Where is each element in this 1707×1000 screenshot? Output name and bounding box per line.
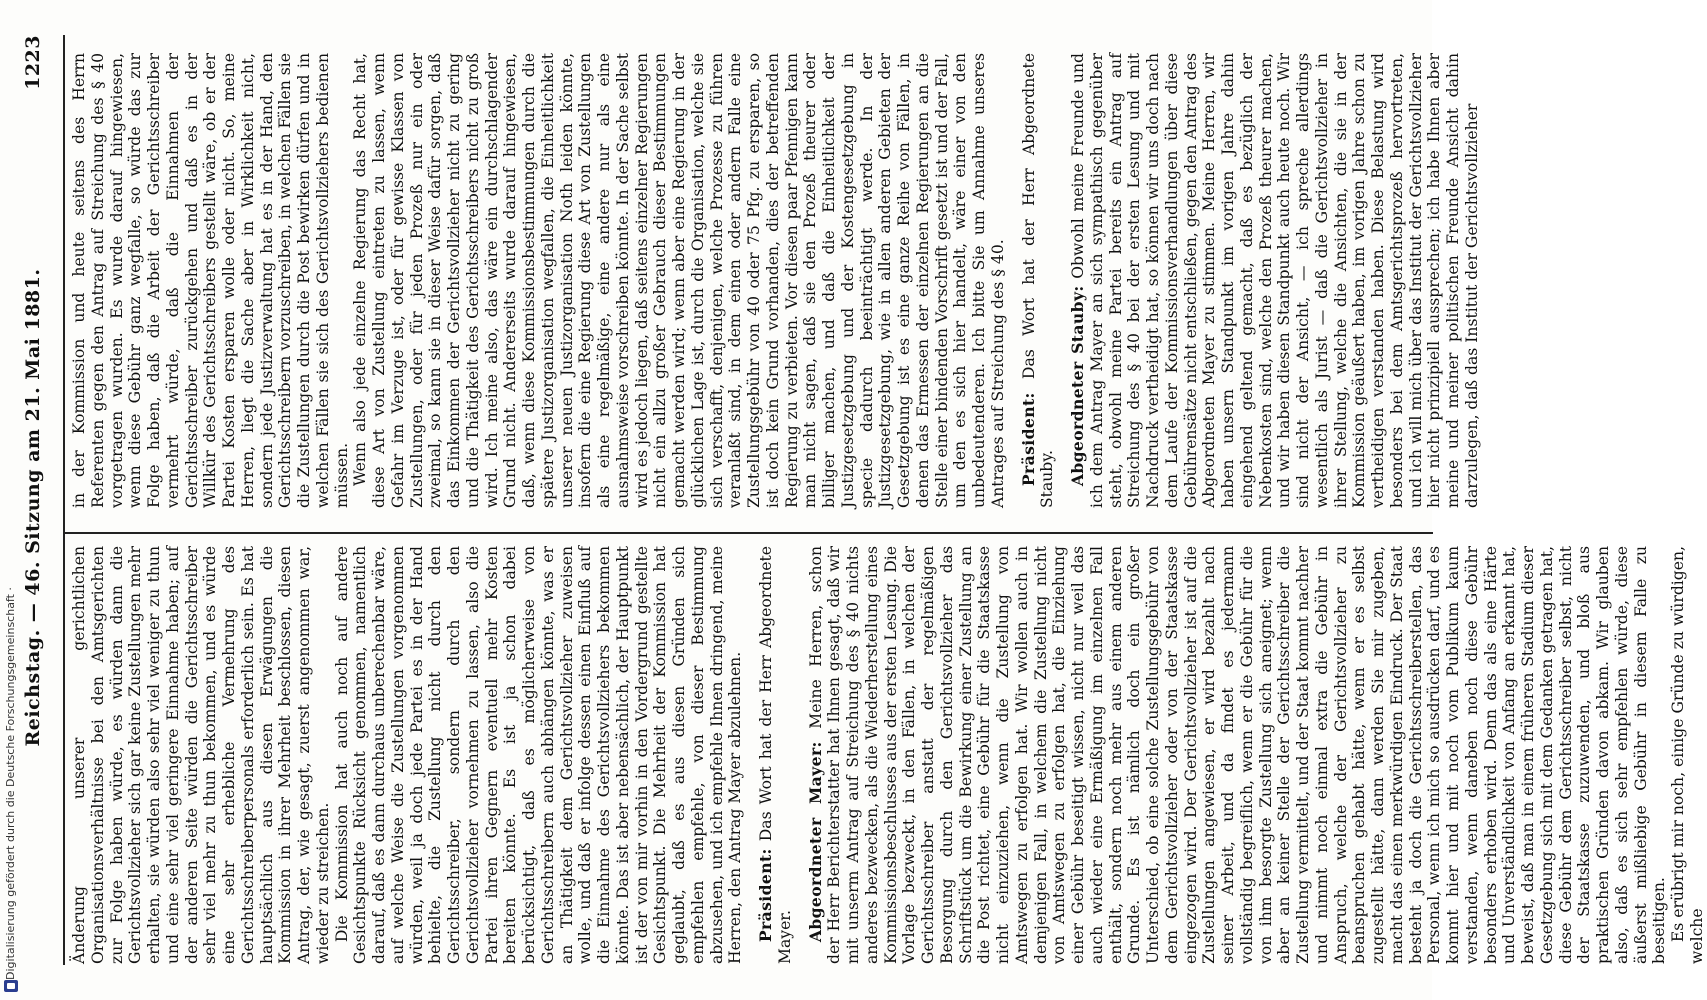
speaker-name: Abgeordneter Stauby: xyxy=(1068,285,1087,487)
dfg-logo-icon xyxy=(4,980,18,992)
text-column-left xyxy=(70,53,1481,508)
speech-paragraph xyxy=(1069,53,1482,508)
paragraph: Es erübrigt mir noch, einige Gründe zu würdigen, welche xyxy=(1669,546,1706,964)
speech-paragraph xyxy=(757,546,795,964)
speech-text: Obwohl meine Freunde und ich dem Antrag Mayer an sich sympathisch gegenüber steht, obwohl meine Partei bereits ein Antrag auf Streichung des § 40 bei der ersten Lesung und mit Nachdruck vertheidigt hat, so können wir uns doch nach dem Laufe der Kommissionsverhandlungen über diese Gebührensätze nicht entschließen, gegen den Antrag des Abgeordneten Mayer zu stimmen. Meine Herren, wir haben unsern Standpunkt im vorigen Jahre dahin eingehend geltend gemacht, daß es bezüglich der Nebenkosten sind, welche den Prozeß theurer machen, und wir haben diesen Standpunkt auch heute noch. Wir sind nicht der Ansicht, — ich spreche allerdings wesentlich als Jurist — daß die Gerichtsvollzieher in ihrer Stellung, welche die Ansichten, die sie in der Kommission geäußert haben, im vorigen Jahre schon zu vertheidigen verstanden haben. Diese Belastung wird besonders bei dem Amtsgerichtsprozeß hervortreten, und ich will mich über das Institut der Gerichtsvollzieher hier nicht prinzipiell aussprechen; ich habe Ihnen aber meine und meiner politischen Freunde Ansicht dahin darzulegen, daß das Institut der Gerichtsvollzieher xyxy=(1069,53,1481,508)
paragraph: Änderung unserer gerichtlichen Organisationsverhältnisse bei den Amtsgerichten zur Folge haben würde, es würden dann die Gerichtsvollzieher sich gar keine Zustellungen mehr erhalten, sie würden also sehr viel weniger zu thun und eine sehr viel geringere Einnahme haben; auf der anderen Seite würden die Gerichtsschreiber sehr viel mehr zu thun bekommen, und es würde eine sehr erhebliche Vermehrung des Gerichtsschreiberpersonals erforderlich sein. Es hat hauptsächlich aus diesen Erwägungen die Kommission in ihrer Mehrheit beschlossen, diesen Antrag, der, wie gesagt, zuerst angenommen war, wieder zu streichen. xyxy=(70,546,332,964)
paragraph: Wenn also jede einzelne Regierung das Recht hat, diese Art von Zustellung eintreten zu lassen, wenn Gefahr im Verzuge ist, oder für gewisse Klassen von Zustellungen, oder für jeden Prozeß nur ein oder zweimal, so kann sie in dieser Weise dafür sorgen, daß das Einkommen der Gerichtsvollzieher nicht zu gering und die Thätigkeit des Gerichtsschreibers nicht zu groß wird. Ich meine also, das wäre ein durchschlagender Grund nicht. Andererseits wurde darauf hingewiesen, daß, wenn diese Kommissionsbestimmungen durch die spätere Justizorganisation wegfallen, die Einheitlichkeit unserer neuen Justizorganisation Noth leiden könnte, insofern die eine Regierung diese Art von Zustellungen als eine regelmäßige, eine andere nur als eine ausnahmsweise vorschreiben könnte. In der Sache selbst wird es jedoch liegen, daß seitens einzelner Regierungen nicht ein allzu großer Gebrauch dieser Bestimmungen gemacht werden wird; wenn aber eine Regierung in der glücklichen Lage ist, durch die Organisation, welche sie sich verschafft, denjenigen, welche Prozesse zu führen veranlaßt sind, in dem einen oder andern Falle eine Zustellungsgebühr von 40 oder 75 Pfg. zu ersparen, so ist doch kein Grund vorhanden, dies der betreffenden Regierung zu verbieten. Vor diesen paar Pfennigen kann man nicht sagen, daß sie den Prozeß theurer oder billiger machen, und daß die Einheitlichkeit der Justizgesetzgebung und der Kostengesetzgebung in specie dadurch beeinträchtigt werde. In der Justizgesetzgebung, wie in allen anderen Gebieten der Gesetzgebung ist es eine ganze Reihe von Fällen, in denen das Ermessen der einzelnen Regierungen an die Stelle einer bindenden Vorschrift gesetzt ist und der Fall, um den es sich hier handelt, wäre einer von den unbedeutenderen. Ich bitte Sie um Annahme unseres Antrages auf Streichung des § 40. xyxy=(351,53,1007,508)
page-number: 1223 xyxy=(22,35,44,90)
speech-paragraph xyxy=(807,546,1670,964)
speech-text: Das Wort hat der Herr Abgeordnete Stauby. xyxy=(1019,53,1057,508)
digitization-credit xyxy=(0,0,22,1000)
column-divider xyxy=(63,532,1433,534)
speaker-name: Abgeordneter Mayer: xyxy=(805,741,825,943)
speaker-name: Präsident: xyxy=(756,848,775,943)
running-header xyxy=(20,35,50,980)
header-rule xyxy=(63,35,65,965)
speaker-name: Präsident: xyxy=(1018,392,1038,487)
header-title: Reichstag. — 46. Sitzung am 21. Mai 1881. xyxy=(22,268,44,747)
speech-text: Das Wort hat der Herr Abgeordnete Mayer. xyxy=(757,546,794,964)
paragraph: in der Kommission und heute seitens des Herrn Referenten gegen den Antrag auf Streichung des § 40 vorgetragen wurden. Es wurde darauf hingewiesen, wenn diese Gebühr ganz wegfalle, so würde das zur Folge haben, daß die Arbeit der Gerichtsschreiber vermehrt würde, daß die Einnahmen der Gerichtsschreiber zurückgehen und daß es in der Willkür des Gerichtsschreibers gestellt wäre, ob er der Partei Kosten ersparen wolle oder nicht. So, meine Herren, liegt die Sache aber in Wirklichkeit nicht, sondern jede Justizverwaltung hat es in der Hand, den Gerichtsschreibern vorzuschreiben, in welchen Fällen sie die Zustellungen durch die Post bewirken dürfen und in welchen Fällen sie sich des Gerichtsvollziehers bedienen müssen. xyxy=(70,53,351,508)
paragraph: Die Kommission hat auch noch auf andere Gesichtspunkte Rücksicht genommen, namentlich darauf, daß es dann durchaus unberechenbar wäre, auf welche Weise die Zustellungen vorgenommen würden, weil ja doch jede Partei es in der Hand behielte, die Zustellung nicht durch den Gerichtsschreiber, sondern durch den Gerichtsvollzieher vornehmen zu lassen, also die Partei ihren Gegnern eventuell mehr Kosten bereiten könnte. Es ist ja schon dabei berücksichtigt, daß es möglicherweise von Gerichtsschreibern auch abhängen könnte, was er an Thätigkeit dem Gerichtsvollzieher zuweisen wolle, und daß er infolge dessen einen Einfluß auf die Einnahme des Gerichtsvollziehers bekommen könnte. Das ist aber nebensächlich, der Hauptpunkt ist der von mir vorhin in den Vordergrund gestellte Gesichtspunkt. Die Mehrheit der Kommission hat geglaubt, daß es aus diesen Gründen sich empfehlen empfehle, von dieser Bestimmung abzusehen, und ich empfehle Ihnen dringend, meine Herren, den Antrag Mayer abzulehnen. xyxy=(332,546,745,964)
speech-paragraph xyxy=(1020,53,1058,508)
credit-text: Digitalisierung gefördert durch die Deutsche Forschungsgemeinschaft · xyxy=(4,587,17,980)
text-column-right xyxy=(70,546,1706,964)
speech-text: Meine Herren, schon der Herr Berichterstatter hat Ihnen gesagt, daß wir mit unserm Antrag auf Streichung des § 40 nichts anderes bezwecken, als die Wiederherstellung eines Kommissionsbeschlusses aus der ersten Lesung. Die Vorlage bezweckt, in den Fällen, in welchen der Gerichtsschreiber anstatt der regelmäßigen Besorgung durch den Gerichtsvollzieher das Schriftstück um die Bewirkung einer Zustellung an die Post richtet, eine Gebühr für die Staatskasse nicht einzuziehen, wenn die Zustellung von Amtswegen zu erfolgen hat. Wir wollen auch in demjenigen Fall, in welchem die Zustellung nicht von Amtswegen zu erfolgen hat, die Einziehung einer Gebühr beseitigt wissen, nicht nur weil das auch wieder eine Ermäßigung im einzelnen Fall enthält, sondern noch mehr aus einem anderen Grunde. Es ist nämlich doch ein großer Unterschied, ob eine solche Zustellungsgebühr von dem Gerichtsvollzieher oder von der Staatskasse eingezogen wird. Der Gerichtsvollzieher ist auf die Zustellungen angewiesen, er wird bezahlt nach seiner Arbeit, und da findet es jedermann vollständig begreiflich, wenn er die Gebühr für die von ihm besorgte Zustellung sich aneignet; wenn aber an keiner Stelle der Gerichtsschreiber die Zustellung vermittelt, und der Staat kommt nachher und nimmt noch einmal extra die Gebühr in Anspruch, welche der Gerichtsvollzieher zu beanspruchen gehabt hätte, wenn er es selbst zugestellt hätte, dann werden Sie mir zugeben, macht das einen merkwürdigen Eindruck. Der Staat besteht ja doch die Gerichtsschreiberstellen, das Personal, wenn ich mich so ausdrücken darf, und es kommt hier und mit noch vom Publikum kaum verstanden, wenn daneben noch diese Gebühr besonders erhoben wird. Denn das als eine Härte und Unverständlichkeit von Anfang an erkannt hat, beweist, daß man in einem früheren Stadium dieser Gesetzgebung sich mit dem Gedanken getragen hat, diese Gebühr dem Gerichtsschreiber selbst, nicht der Staatskasse zuzuwenden, und bloß aus praktischen Gründen davon abkam. Wir glauben also, daß es sich sehr empfehlen würde, diese äußerst mißliebige Gebühr in diesem Falle zu beseitigen. xyxy=(806,546,1669,964)
